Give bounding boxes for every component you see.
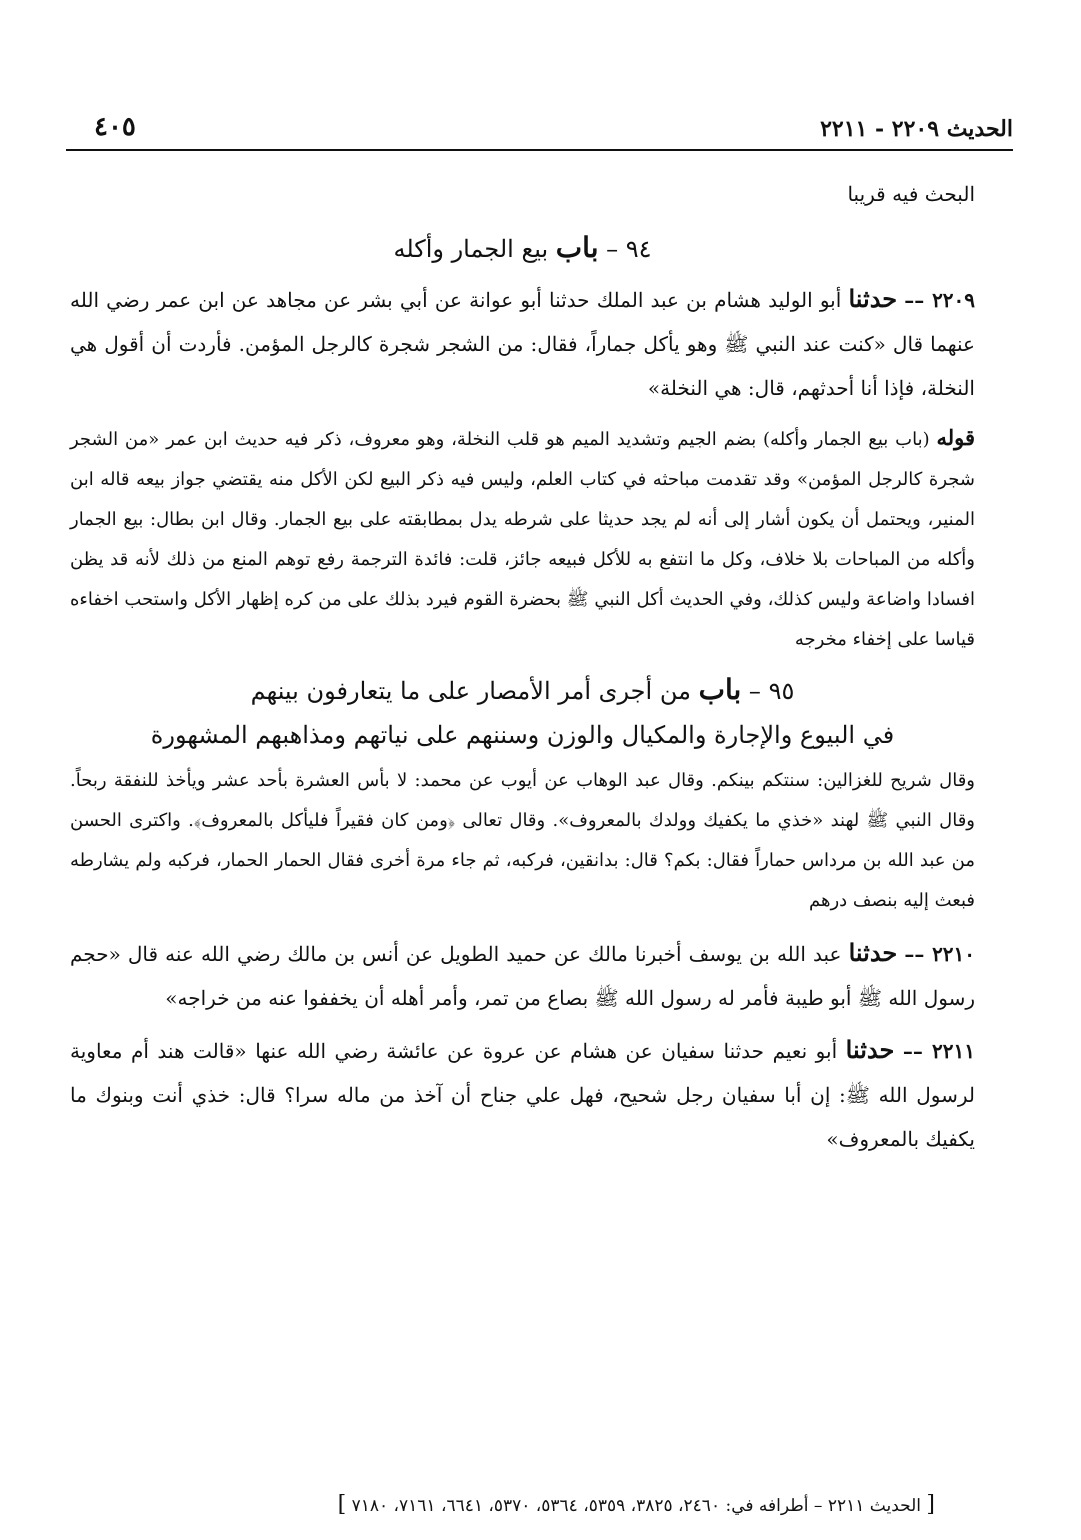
header-rule <box>66 149 1013 151</box>
chapter-number: ٩٤ – <box>606 235 652 263</box>
commentary-text: (باب بيع الجمار وأكله) بضم الجيم وتشديد الميم هو قلب النخلة، وهو معروف، ذكر فيه حديث ابن عمر «من الشجر شجرة كالرجل المؤمن» وقد تقدمت مباحثه في كتاب العلم، وليس فيه ذكر البيع لكن الأكل منه يقتضي جواز بيعه قاله ابن المنير، ويحتمل أن يكون أشار إلى أنه لم يجد حديثا على شرطه يدل بمطابقته على بيع الجمار. وقال ابن بطال: بيع الجمار وأكله من المباحات بلا خلاف، وكل ما انتفع به للأكل فبيعه جائز، قلت: فائدة الترجمة رفع توهم المنع من ذلك لأنه قد يظن افسادا واضاعة وليس كذلك، وفي الحديث أكل النبي ﷺ بحضرة القوم فيرد بذلك على من كره إظهار الأكل واستحب اخفاءه قياسا على إخفاء مخرجه <box>70 429 975 650</box>
chapter-title-line2: في البيوع والإجارة والمكيال والوزن وسننهم على نياتهم ومذاهبهم المشهورة <box>150 721 895 749</box>
qawluhu-word: قوله <box>936 425 975 450</box>
chapter-heading-94 <box>70 224 975 273</box>
hadith-2210 <box>70 931 975 1020</box>
chapter-title: بيع الجمار وأكله <box>393 235 549 263</box>
hadith-text: أبو الوليد هشام بن عبد الملك حدثنا أبو عوانة عن أبي بشر عن مجاهد عن ابن عمر رضي الله عنهما قال «كنت عند النبي ﷺ وهو يأكل جماراً، فقال: من الشجر شجرة كالرجل المؤمن. فأردت أن أقول هي النخلة، فإذا أنا أحدثهم، قال: هي النخلة» <box>70 288 975 400</box>
bracket-close: ] <box>337 1492 347 1517</box>
hadith-2211 <box>70 1028 975 1161</box>
hadith-text: عبد الله بن يوسف أخبرنا مالك عن حميد الطويل عن أنس بن مالك رضي الله عنه قال «حجم رسول الله ﷺ أبو طيبة فأمر له رسول الله ﷺ بصاع من تمر، وأمر أهله أن يخففوا عنه من خراجه» <box>70 942 975 1010</box>
chapter-title-line1: من أجرى أمر الأمصار على ما يتعارفون بينهم <box>250 677 691 705</box>
haddathana-word: حدثنا <box>848 938 898 967</box>
chapter-heading-95 <box>70 668 975 757</box>
haddathana-word: حدثنا <box>848 284 898 313</box>
lead-line: البحث فيه قريبا <box>847 182 975 206</box>
hadith-2209 <box>70 277 975 410</box>
running-title: الحديث ٢٢٠٩ - ٢٢١١ <box>820 116 1013 142</box>
chapter-number: ٩٥ – <box>748 677 795 705</box>
chapter-keyword: باب <box>698 673 742 706</box>
footnote-atraf <box>250 1492 935 1517</box>
page-header <box>66 112 1013 150</box>
page-number: ٤٠٥ <box>94 112 136 142</box>
hadith-number: ٢٢١١ –– <box>902 1039 976 1063</box>
haddathana-word: حدثنا <box>845 1035 895 1064</box>
page-body <box>70 172 975 1169</box>
footnote-text: الحديث ٢٢١١ – أطرافه في: ٢٤٦٠، ٣٨٢٥، ٥٣٥٩، ٥٣٦٤، ٥٣٧٠، ٦٦٤١، ٧١٦١، ٧١٨٠ <box>351 1496 921 1516</box>
commentary-94 <box>70 418 975 660</box>
chapter-keyword: باب <box>555 231 599 264</box>
chapter-95-note: وقال شريح للغزالين: سنتكم بينكم. وقال عبد الوهاب عن أيوب عن محمد: لا بأس العشرة بأحد عشر ويأخذ للنفقة ربحاً. وقال النبي ﷺ لهند «خذي ما يكفيك وولدك بالمعروف». وقال تعالى ﴿ومن كان فقيراً فليأكل بالمعروف﴾. واكترى الحسن من عبد الله بن مرداس حماراً فقال: بكم؟ قال: بدانقين، فركبه، ثم جاء مرة أخرى فقال الحمار الحمار، فركبه ولم يشارطه فبعث إليه بنصف درهم <box>70 770 975 911</box>
hadith-text: أبو نعيم حدثنا سفيان عن هشام عن عروة عن عائشة رضي الله عنها «قالت هند أم معاوية لرسول الله ﷺ: إن أبا سفيان رجل شحيح، فهل علي جناح أن آخذ من ماله سرا؟ قال: خذي أنت وبنوك ما يكفيك بالمعروف» <box>70 1039 975 1151</box>
hadith-number: ٢٢٠٩ –– <box>904 288 976 312</box>
bracket-open: [ <box>926 1492 935 1517</box>
hadith-number: ٢٢١٠ –– <box>904 942 976 966</box>
